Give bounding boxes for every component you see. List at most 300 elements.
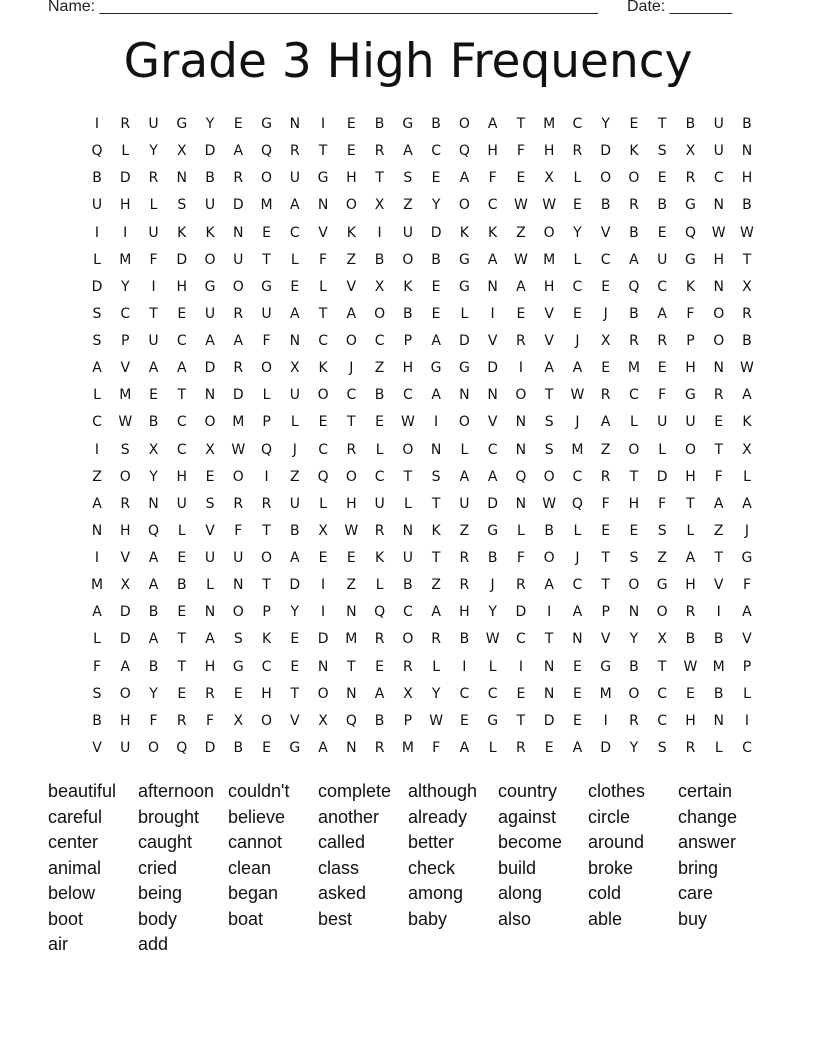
grid-letter: E (431, 170, 441, 187)
grid-letter: P (742, 658, 752, 675)
grid-letter: K (403, 278, 413, 295)
grid-letter: N (515, 441, 527, 458)
grid-letter: Z (600, 441, 611, 458)
grid-letter: G (741, 550, 753, 567)
grid-letter: Y (601, 116, 610, 132)
grid-letter: M (543, 251, 556, 268)
grid-letter: H (119, 197, 131, 214)
grid-letter: T (601, 577, 610, 594)
grid-letter: C (713, 170, 724, 187)
grid-letter: R (148, 170, 159, 187)
grid-letter: G (402, 116, 414, 132)
word-list-item: another (318, 806, 380, 827)
grid-letter: A (600, 414, 611, 431)
word-list-item: around (588, 832, 645, 852)
grid-letter: U (657, 251, 668, 268)
grid-letter: A (92, 604, 102, 621)
grid-letter: U (374, 495, 385, 512)
grid-letter: U (402, 550, 413, 567)
grid-letter: R (516, 333, 526, 350)
grid-letter: K (177, 224, 187, 241)
grid-letter: J (575, 414, 580, 431)
word-list-item: able (588, 908, 623, 929)
word-list-item: began (228, 883, 279, 903)
grid-letter: E (233, 685, 243, 702)
grid-letter: U (148, 224, 159, 241)
grid-letter: B (403, 577, 413, 594)
grid-letter: Y (149, 685, 158, 702)
word-list-item: below (48, 883, 96, 903)
grid-letter: R (572, 143, 583, 160)
grid-letter: G (261, 116, 272, 132)
grid-letter: D (515, 604, 527, 621)
grid-letter: E (629, 116, 639, 132)
grid-letter: Z (459, 522, 470, 539)
grid-letter: T (657, 658, 667, 675)
grid-letter: V (120, 550, 131, 567)
grid-letter: B (374, 116, 385, 132)
grid-letter: X (318, 522, 328, 539)
grid-letter: I (462, 658, 467, 675)
grid-letter: C (318, 333, 328, 350)
grid-letter: O (232, 468, 244, 485)
grid-letter: I (321, 604, 326, 621)
grid-letter: P (262, 604, 271, 621)
grid-letter: C (176, 333, 187, 350)
grid-letter: E (262, 224, 271, 241)
grid-letter: O (656, 604, 668, 621)
grid-letter: P (601, 604, 610, 621)
grid-letter: D (656, 468, 668, 485)
grid-letter: F (714, 468, 723, 485)
grid-letter: B (148, 414, 159, 431)
grid-letter: K (375, 550, 385, 567)
grid-letter: N (515, 495, 527, 512)
grid-letter: K (346, 224, 356, 241)
grid-letter: Y (120, 278, 130, 295)
grid-letter: R (685, 170, 696, 187)
grid-letter: T (431, 550, 441, 567)
grid-letter: A (657, 305, 667, 322)
grid-letter: O (261, 712, 273, 729)
grid-letter: R (685, 604, 696, 621)
grid-letter: A (290, 550, 300, 567)
grid-letter: E (657, 224, 667, 241)
grid-letter: C (261, 658, 272, 675)
word-list-item: caught (138, 832, 193, 852)
grid-letter: U (204, 197, 216, 214)
grid-letter: D (204, 143, 216, 160)
grid-letter: A (148, 360, 159, 377)
grid-letter: F (432, 739, 441, 756)
word-list-item: complete (318, 781, 392, 801)
grid-letter: V (346, 278, 357, 295)
grid-letter: E (601, 522, 611, 539)
grid-letter: A (572, 604, 583, 621)
grid-letter: R (176, 712, 187, 729)
grid-letter: A (431, 387, 441, 404)
grid-letter: S (657, 143, 667, 160)
grid-letter: R (431, 631, 441, 648)
grid-letter: E (657, 360, 667, 377)
grid-letter: Q (345, 712, 357, 729)
grid-letter: Y (488, 604, 497, 621)
grid-letter: E (290, 631, 300, 648)
grid-letter: O (600, 170, 612, 187)
grid-letter: V (742, 631, 752, 648)
grid-letter: A (572, 739, 583, 756)
grid-letter: E (375, 658, 385, 675)
grid-letter: N (204, 387, 216, 404)
name-field[interactable]: Name: ________________________________________________________ (48, 0, 598, 15)
grid-letter: V (487, 333, 498, 350)
grid-letter: U (402, 224, 413, 241)
grid-letter: V (205, 522, 215, 539)
grid-letter: A (403, 143, 413, 160)
grid-letter: A (742, 495, 752, 512)
grid-letter: T (516, 116, 526, 132)
grid-letter: N (317, 658, 329, 675)
grid-letter: N (233, 224, 244, 241)
grid-letter: X (374, 197, 385, 214)
grid-letter: Z (657, 550, 667, 567)
grid-letter: W (400, 414, 415, 431)
word-list-item: clean (228, 857, 272, 878)
grid-letter: U (713, 143, 724, 160)
word-list-item: answer (678, 832, 737, 852)
grid-letter: F (149, 251, 158, 268)
grid-letter: L (686, 522, 695, 539)
grid-letter: A (205, 333, 215, 350)
grid-letter: K (318, 360, 328, 377)
grid-letter: E (572, 712, 582, 729)
grid-letter: L (403, 495, 412, 512)
word-list-item: add (138, 934, 169, 954)
grid-letter: C (657, 685, 668, 702)
grid-letter: T (262, 577, 271, 594)
grid-letter: H (119, 522, 131, 539)
grid-letter: M (712, 658, 725, 675)
grid-letter: A (346, 305, 357, 322)
grid-letter: G (430, 360, 442, 377)
grid-letter: K (629, 143, 639, 160)
grid-letter: R (289, 143, 300, 160)
grid-letter: A (374, 685, 385, 702)
grid-letter: S (629, 550, 639, 567)
grid-letter: W (513, 251, 528, 268)
grid-letter: Q (317, 468, 329, 485)
grid-letter: N (713, 360, 724, 377)
grid-letter: R (600, 387, 611, 404)
grid-letter: M (90, 577, 104, 594)
grid-letter: N (402, 522, 414, 539)
grid-letter: O (261, 170, 273, 187)
grid-letter: L (516, 522, 525, 539)
grid-letter: L (573, 522, 582, 539)
grid-letter: D (91, 278, 103, 295)
grid-letter: F (488, 170, 497, 187)
grid-letter: R (233, 170, 244, 187)
grid-letter: D (119, 604, 131, 621)
grid-letter: F (234, 522, 243, 539)
grid-letter: P (403, 333, 413, 350)
grid-letter: J (490, 577, 495, 594)
grid-letter: F (658, 495, 667, 512)
grid-letter: T (629, 468, 639, 485)
grid-letter: T (177, 658, 187, 675)
grid-letter: C (402, 387, 413, 404)
grid-letter: M (401, 739, 414, 756)
grid-letter: H (543, 143, 555, 160)
word-list-item: called (318, 832, 366, 852)
grid-letter: O (232, 604, 244, 621)
grid-letter: W (711, 224, 726, 241)
grid-letter: A (233, 333, 244, 350)
word-list-item: asked (318, 883, 367, 903)
grid-letter: I (518, 360, 523, 377)
grid-letter: X (205, 441, 215, 458)
grid-letter: C (92, 414, 102, 431)
grid-letter: R (516, 739, 526, 756)
word-list-item: boat (228, 908, 264, 929)
grid-letter: R (629, 712, 639, 729)
grid-letter: C (176, 414, 187, 431)
word-list-item: cold (588, 883, 622, 903)
grid-letter: K (488, 224, 498, 241)
grid-letter: D (204, 360, 216, 377)
grid-letter: W (344, 522, 359, 539)
grid-letter: D (600, 739, 612, 756)
grid-letter: X (233, 712, 244, 729)
grid-letter: O (458, 414, 470, 431)
grid-letter: Q (374, 604, 386, 621)
grid-letter: A (487, 468, 498, 485)
grid-letter: X (742, 441, 752, 458)
grid-letter: G (458, 278, 470, 295)
grid-letter: O (345, 468, 357, 485)
grid-letter: V (713, 577, 724, 594)
grid-letter: N (713, 197, 724, 214)
grid-letter: T (657, 116, 667, 132)
grid-letter: B (685, 631, 696, 648)
grid-letter: J (292, 441, 297, 458)
grid-letter: M (543, 116, 556, 132)
grid-letter: U (459, 495, 470, 512)
grid-letter: M (599, 685, 612, 702)
grid-letter: A (290, 197, 300, 214)
grid-letter: B (629, 658, 639, 675)
grid-letter: S (544, 441, 554, 458)
grid-letter: G (261, 278, 272, 295)
grid-letter: C (374, 333, 385, 350)
grid-letter: L (319, 495, 327, 512)
grid-letter: B (374, 712, 385, 729)
grid-letter: B (713, 685, 724, 702)
grid-letter: X (685, 143, 696, 160)
grid-letter: F (601, 495, 610, 512)
grid-letter: B (657, 197, 667, 214)
grid-letter: L (573, 170, 582, 187)
grid-letter: G (487, 522, 499, 539)
grid-letter: A (459, 739, 470, 756)
word-list-item: best (318, 908, 353, 929)
grid-letter: C (487, 441, 498, 458)
grid-letter: G (685, 387, 696, 404)
grid-letter: C (487, 197, 498, 214)
grid-letter: D (458, 333, 470, 350)
grid-letter: Q (261, 143, 273, 160)
grid-letter: D (204, 739, 216, 756)
grid-letter: L (177, 522, 186, 539)
grid-letter: A (459, 170, 470, 187)
grid-letter: C (572, 116, 583, 132)
grid-letter: A (176, 360, 187, 377)
grid-letter: O (628, 577, 640, 594)
grid-letter: O (119, 685, 131, 702)
grid-letter: E (177, 305, 187, 322)
grid-letter: N (487, 387, 498, 404)
word-list-item: boot (48, 908, 84, 929)
grid-letter: R (374, 631, 385, 648)
grid-letter: L (121, 143, 130, 160)
grid-letter: L (743, 685, 751, 702)
grid-letter: L (290, 414, 299, 431)
grid-letter: U (713, 116, 724, 132)
word-list-item: being (138, 883, 183, 903)
grid-letter: E (572, 305, 582, 322)
grid-letter: Q (91, 143, 103, 160)
grid-letter: F (149, 712, 158, 729)
grid-letter: Q (515, 468, 527, 485)
word-list-item: cannot (228, 832, 283, 852)
grid-letter: H (261, 685, 272, 702)
grid-letter: S (92, 685, 102, 702)
grid-letter: O (458, 197, 470, 214)
word-list-item: care (678, 883, 714, 903)
grid-letter: E (346, 143, 356, 160)
word-list-item: afternoon (138, 781, 215, 801)
grid-letter: N (543, 658, 555, 675)
grid-letter: A (318, 739, 328, 756)
grid-letter: T (290, 685, 300, 702)
grid-letter: I (321, 577, 326, 594)
grid-letter: G (600, 658, 612, 675)
grid-letter: L (93, 631, 101, 648)
grid-letter: T (714, 550, 723, 567)
grid-letter: R (713, 387, 724, 404)
grid-letter: O (628, 170, 640, 187)
grid-letter: O (543, 550, 555, 567)
grid-letter: I (94, 116, 100, 132)
grid-letter: J (575, 333, 580, 350)
grid-letter: A (148, 631, 159, 648)
grid-letter: C (516, 631, 526, 648)
grid-letter: N (487, 278, 498, 295)
grid-letter: E (149, 387, 158, 404)
grid-letter: J (349, 360, 354, 377)
grid-letter: I (744, 712, 750, 729)
grid-letter: X (148, 441, 159, 458)
grid-letter: T (347, 414, 356, 431)
grid-letter: A (431, 604, 441, 621)
word-list-item: cried (138, 857, 178, 878)
grid-letter: J (575, 550, 580, 567)
grid-letter: S (177, 197, 187, 214)
grid-letter: C (176, 441, 187, 458)
grid-letter: T (347, 658, 356, 675)
grid-letter: U (120, 739, 131, 756)
grid-letter: U (148, 116, 159, 132)
grid-letter: N (204, 604, 216, 621)
grid-letter: C (657, 278, 668, 295)
grid-letter: N (289, 333, 301, 350)
grid-letter: N (289, 116, 301, 132)
grid-letter: T (262, 522, 271, 539)
grid-letter: A (685, 550, 696, 567)
grid-letter: H (685, 577, 696, 594)
grid-letter: C (487, 685, 498, 702)
grid-letter: W (118, 414, 133, 431)
grid-letter: D (487, 495, 499, 512)
grid-letter: R (374, 143, 385, 160)
grid-letter: N (430, 441, 442, 458)
grid-letter: Q (684, 224, 696, 241)
grid-letter: I (518, 658, 523, 675)
grid-letter: N (148, 495, 159, 512)
grid-letter: R (374, 522, 385, 539)
grid-letter: I (321, 116, 326, 132)
grid-letter: W (683, 658, 698, 675)
grid-letter: X (318, 712, 328, 729)
grid-letter: A (459, 468, 470, 485)
grid-letter: X (403, 685, 413, 702)
grid-letter: T (742, 251, 752, 268)
grid-letter: G (232, 658, 244, 675)
grid-letter: A (516, 278, 526, 295)
grid-letter: F (206, 712, 215, 729)
grid-letter: Y (205, 116, 215, 132)
grid-letter: K (205, 224, 215, 241)
grid-letter: T (318, 305, 328, 322)
grid-letter: B (374, 387, 385, 404)
grid-letter: A (572, 360, 583, 377)
grid-letter: G (289, 739, 301, 756)
grid-letter: Z (346, 577, 357, 594)
grid-letter: Z (516, 224, 526, 241)
grid-letter: R (600, 468, 611, 485)
grid-letter: P (121, 333, 130, 350)
grid-letter: O (684, 441, 696, 458)
date-field[interactable]: Date: _______ (627, 0, 732, 15)
word-list-item: build (498, 857, 537, 878)
word-list-item: center (48, 832, 99, 852)
grid-letter: U (233, 550, 244, 567)
grid-letter: Z (290, 468, 300, 485)
grid-letter: V (544, 333, 554, 350)
grid-letter: H (119, 712, 131, 729)
grid-letter: R (402, 658, 413, 675)
grid-letter: B (742, 116, 752, 132)
word-list-item: body (138, 908, 178, 929)
grid-letter: F (319, 251, 328, 268)
grid-letter: E (459, 712, 469, 729)
grid-letter: O (148, 739, 160, 756)
grid-letter: L (460, 441, 469, 458)
grid-letter: H (176, 278, 188, 295)
grid-letter: L (743, 468, 751, 485)
grid-letter: I (547, 604, 552, 621)
grid-letter: R (346, 441, 357, 458)
